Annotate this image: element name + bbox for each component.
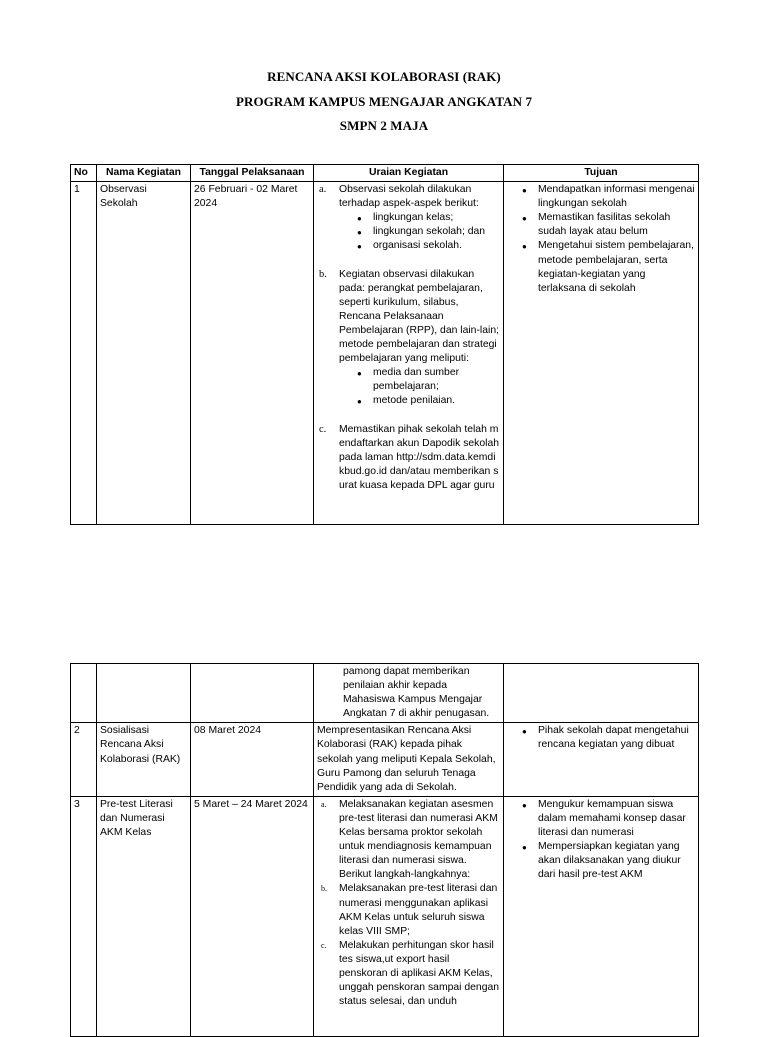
table-row <box>71 796 699 1036</box>
table-row <box>71 723 699 796</box>
list-marker: a. <box>321 799 327 809</box>
header-no: No <box>71 165 97 182</box>
header-activity-name: Nama Kegiatan <box>97 165 191 182</box>
table-row-continuation <box>71 664 699 723</box>
description-text: Memastikan pihak sekolah telah mendaftarkan akun Dapodik sekolah pada laman http://sdm.data.kemdikbud.go.id dan/atau memberikan surat kuasa kepada DPL agar guru <box>339 423 500 491</box>
goal-item <box>504 798 695 840</box>
description-text: Melakukan perhitungan skor hasil tes siswa,ut export hasil penskoran di aplikasi AKM Kelas, unggah penskoran sampai dengan status selesai, dan unduh <box>339 939 500 1008</box>
row-number: 3 <box>71 796 97 1036</box>
list-marker: b. <box>319 268 327 280</box>
activity-name: Observasi Sekolah <box>97 182 191 525</box>
sub-item-text: media dan sumber pembelajaran; <box>373 367 460 393</box>
list-item <box>314 939 500 1009</box>
goal-text: Memastikan fasilitas sekolah sudah layak atau belum <box>538 212 671 238</box>
activity-description <box>314 796 504 1036</box>
row-number: 2 <box>71 723 97 796</box>
goal-item <box>504 840 695 882</box>
list-item <box>314 798 500 883</box>
goal-text: Mengukur kemampuan siswa dalam memahami konsep dasar literasi dan numerasi <box>538 798 686 839</box>
bullet-icon: ● <box>357 242 362 252</box>
activity-goals <box>504 723 699 796</box>
list-marker: c. <box>319 423 327 435</box>
goal-text: Mengetahui sistem pembelajaran, metode pembelajaran, serta kegiatan-kegiatan yang terlaksana di sekolah <box>538 240 694 294</box>
activity-goals <box>504 182 699 525</box>
list-marker: a. <box>319 184 327 196</box>
bullet-icon: ● <box>522 186 527 196</box>
table-header-row <box>71 165 699 182</box>
activity-table-part-1 <box>70 164 699 525</box>
list-marker: c. <box>321 940 327 950</box>
table-row <box>71 182 699 525</box>
activity-description <box>314 664 504 723</box>
list-marker: b. <box>321 884 327 894</box>
activity-name: Pre-test Literasi dan Numerasi AKM Kelas <box>97 796 191 1036</box>
description-text: Melaksanakan pre-test literasi dan numerasi menggunakan aplikasi AKM Kelas untuk seluruh siswa kelas VIII SMP; <box>339 883 498 937</box>
list-item <box>314 423 500 493</box>
row-number: 1 <box>71 182 97 525</box>
activity-date: 08 Maret 2024 <box>191 723 314 796</box>
description-text: Melaksanakan kegiatan asesmen pre-test literasi dan numerasi AKM Kelas bersama proktor sekolah untuk mendiagnosis kemampuan literasi dan numerasi siswa. Berikut langkah-langkahnya: <box>339 798 498 881</box>
activity-description: Mempresentasikan Rencana Aksi Kolaborasi (RAK) kepada pihak sekolah yang meliputi Kepala Sekolah, Guru Pamong dan seluruh Tenaga Pendidik yang ada di Sekolah. <box>314 723 504 796</box>
goal-text: Pihak sekolah dapat mengetahui rencana kegiatan yang dibuat <box>538 725 689 751</box>
goal-item <box>504 211 695 239</box>
activity-date: 5 Maret – 24 Maret 2024 <box>191 796 314 1036</box>
title-line-1: RENCANA AKSI KOLABORASI (RAK) <box>267 69 501 84</box>
activity-name: Sosialisasi Rencana Aksi Kolaborasi (RAK) <box>97 723 191 796</box>
sub-list-item <box>314 225 500 239</box>
bullet-icon: ● <box>357 397 362 407</box>
activity-table-part-2 <box>70 663 699 1037</box>
header-date: Tanggal Pelaksanaan <box>191 165 314 182</box>
title-line-2: PROGRAM KAMPUS MENGAJAR ANGKATAN 7 <box>235 94 533 109</box>
activity-description <box>314 182 504 525</box>
sub-list-item <box>314 394 500 408</box>
goal-item <box>504 239 695 295</box>
header-description: Uraian Kegiatan <box>314 165 504 182</box>
bullet-icon: ● <box>522 800 527 810</box>
bullet-icon: ● <box>522 727 527 737</box>
bullet-icon: ● <box>522 242 527 252</box>
goal-item <box>504 183 695 211</box>
activity-goals <box>504 796 699 1036</box>
bullet-icon: ● <box>357 228 362 238</box>
list-item <box>314 183 500 211</box>
description-text: pamong dapat memberikan penilaian akhir kepada Mahasiswa Kampus Mengajar Angkatan 7 di akhir penugasan. <box>343 666 490 720</box>
sub-item-text: organisasi sekolah. <box>373 240 462 252</box>
bullet-icon: ● <box>357 214 362 224</box>
bullet-icon: ● <box>522 843 527 853</box>
sub-list-item <box>314 366 500 394</box>
activity-date: 26 Februari - 02 Maret 2024 <box>191 182 314 525</box>
sub-list-item <box>314 211 500 225</box>
bullet-icon: ● <box>522 214 527 224</box>
bullet-icon: ● <box>357 369 362 379</box>
goal-text: Mempersiapkan kegiatan yang akan dilaksanakan yang diukur dari hasil pre-test AKM <box>538 841 681 881</box>
description-text: Kegiatan observasi dilakukan pada: perangkat pembelajaran, seperti kurikulum, silabus, Rencana Pelaksanaan Pembelajaran (RPP), dan lain-lain; metode pembelajaran dan strategi pembelajaran yang meliputi: <box>339 268 499 365</box>
sub-list-item <box>314 239 500 253</box>
goal-text: Mendapatkan informasi mengenai lingkungan sekolah <box>538 184 695 210</box>
list-item <box>314 882 500 938</box>
goal-item <box>504 724 695 752</box>
sub-item-text: lingkungan sekolah; dan <box>373 226 486 238</box>
description-text: Observasi sekolah dilakukan terhadap aspek-aspek berikut: <box>339 184 479 210</box>
sub-item-text: metode penilaian. <box>373 395 456 407</box>
title-line-3: SMPN 2 MAJA <box>339 118 429 133</box>
list-item <box>314 268 500 367</box>
header-goal: Tujuan <box>504 165 699 182</box>
sub-item-text: lingkungan kelas; <box>373 212 454 224</box>
